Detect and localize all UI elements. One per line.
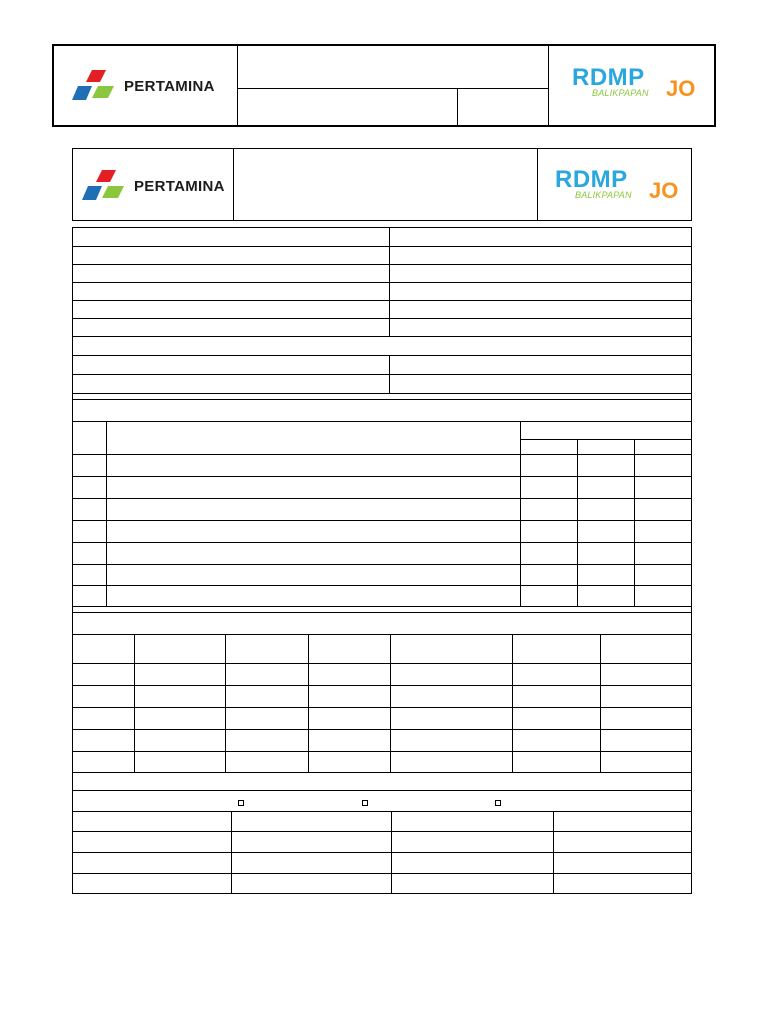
rdmp-wordmark: RDMP — [555, 166, 628, 193]
form-row-divider — [72, 318, 692, 319]
form-column-divider — [577, 439, 578, 606]
checkbox-icon[interactable] — [495, 800, 501, 806]
form-row-divider — [72, 454, 692, 455]
form-row-divider — [72, 520, 692, 521]
form-row-divider — [72, 282, 692, 283]
form-row-divider — [72, 300, 692, 301]
form-row-divider — [72, 790, 692, 791]
form-row-divider — [72, 336, 692, 337]
form-column-divider — [600, 634, 601, 772]
form-column-divider — [389, 355, 390, 393]
form-row-divider — [72, 707, 692, 708]
form-row-divider — [72, 634, 692, 635]
form-row-divider — [72, 729, 692, 730]
form-column-divider — [231, 811, 232, 894]
balikpapan-wordmark: BALIKPAPAN — [575, 190, 632, 200]
header-divider — [548, 45, 549, 126]
form-row-divider — [72, 355, 692, 356]
form-row-divider — [72, 374, 692, 375]
pertamina-logo-icon — [80, 168, 130, 204]
form-column-divider — [391, 811, 392, 894]
form-column-divider — [308, 634, 309, 772]
form-row-divider — [72, 498, 692, 499]
form-row-divider — [72, 393, 692, 394]
header-divider — [457, 88, 458, 126]
rdmp-logo — [572, 64, 696, 106]
form-column-divider — [225, 634, 226, 772]
form-column-divider — [106, 421, 107, 606]
form-row-divider — [72, 564, 692, 565]
checkbox-icon[interactable] — [362, 800, 368, 806]
form-row-divider — [72, 873, 692, 874]
pertamina-wordmark: PERTAMINA — [124, 77, 215, 95]
form-row-divider — [72, 772, 692, 773]
form-row-divider — [72, 852, 692, 853]
rdmp-logo — [555, 166, 679, 208]
form-header-divider — [233, 148, 234, 221]
form-row-divider — [72, 399, 692, 400]
form-row-divider — [72, 811, 692, 812]
form-row-divider — [72, 585, 692, 586]
form-column-divider — [134, 634, 135, 772]
form-column-divider — [390, 634, 391, 772]
form-column-divider — [389, 227, 390, 336]
form-row-divider — [72, 264, 692, 265]
pertamina-logo — [70, 68, 215, 104]
form-row-divider — [72, 421, 692, 422]
pertamina-wordmark: PERTAMINA — [134, 177, 225, 195]
form-body — [72, 227, 692, 894]
form-column-divider — [520, 421, 521, 606]
header-divider — [238, 88, 548, 89]
form-column-divider — [634, 439, 635, 606]
form-row-divider — [72, 476, 692, 477]
form-row-divider — [72, 246, 692, 247]
form-column-divider — [553, 811, 554, 894]
form-column-divider — [512, 634, 513, 772]
form-row-divider — [520, 439, 692, 440]
form-row-divider — [72, 831, 692, 832]
pertamina-logo — [80, 168, 225, 204]
header-divider — [237, 45, 238, 126]
form-row-divider — [72, 751, 692, 752]
jo-wordmark: JO — [666, 76, 696, 101]
form-row-divider — [72, 663, 692, 664]
form-row-divider — [72, 612, 692, 613]
rdmp-wordmark: RDMP — [572, 64, 645, 91]
form-row-divider — [72, 606, 692, 607]
form-row-divider — [72, 542, 692, 543]
form-row-divider — [72, 685, 692, 686]
form-header-divider — [537, 148, 538, 221]
checkbox-icon[interactable] — [238, 800, 244, 806]
jo-wordmark: JO — [649, 178, 679, 203]
balikpapan-wordmark: BALIKPAPAN — [592, 88, 649, 98]
pertamina-logo-icon — [70, 68, 120, 104]
